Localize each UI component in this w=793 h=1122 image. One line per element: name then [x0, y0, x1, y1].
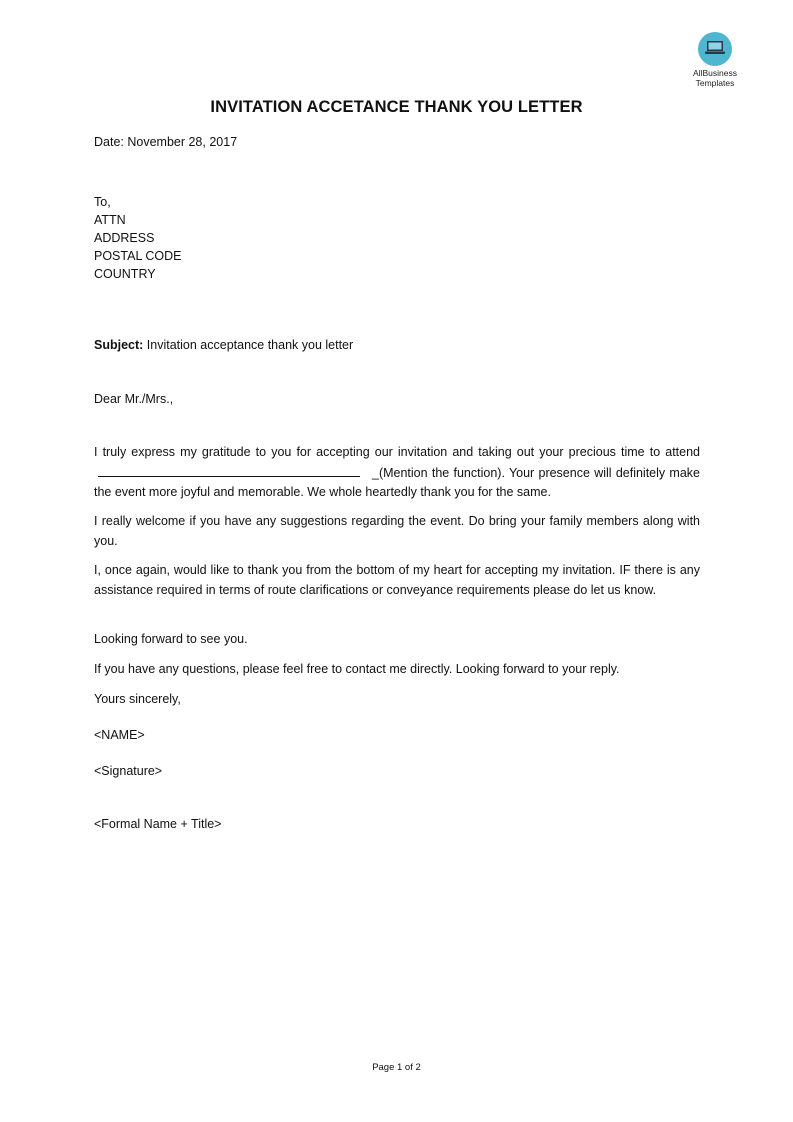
- letter-date: Date: November 28, 2017: [94, 135, 238, 149]
- address-line: ADDRESS: [94, 231, 155, 245]
- body-paragraph-5: If you have any questions, please feel free to contact me directly. Looking forward to your reply.: [94, 662, 620, 676]
- signature: <Signature>: [94, 764, 163, 778]
- salutation: Dear Mr./Mrs.,: [94, 392, 174, 406]
- body-paragraph-3: I, once again, would like to thank you from the bottom of my heart for accepting my invitation. IF there is any assistance required in terms of route clarifications or conveyance requirements please do let us know.: [94, 563, 700, 597]
- formal-name-title: <Formal Name + Title>: [94, 817, 222, 831]
- body-paragraph-4: Looking forward to see you.: [94, 632, 248, 646]
- page-number: Page 1 of 2: [372, 1062, 421, 1073]
- body-paragraph-1: [94, 443, 700, 503]
- subject-line: [94, 336, 353, 354]
- address-postal-code: POSTAL CODE: [94, 249, 182, 263]
- subject-text: Invitation acceptance thank you letter: [143, 338, 354, 352]
- address-to: To,: [94, 195, 111, 209]
- logo-text: [676, 68, 754, 88]
- letter-title: INVITATION ACCETANCE THANK YOU LETTER: [210, 98, 583, 116]
- allbusiness-logo[interactable]: [676, 32, 754, 88]
- function-blank-line: [98, 463, 360, 477]
- sender-name: <NAME>: [94, 728, 145, 742]
- logo-line-2: Templates: [695, 78, 735, 88]
- body-paragraph-2: I really welcome if you have any suggestions regarding the event. Do bring your family members along with you.: [94, 514, 700, 548]
- closing: Yours sincerely,: [94, 692, 181, 706]
- paragraph-1-end: _(Mention the function). Your presence will definitely make the event more joyful and memorable. We whole heartedly thank you for the same.: [94, 465, 700, 499]
- address-attn: ATTN: [94, 213, 126, 227]
- paragraph-1-start: I truly express my gratitude to you for accepting our invitation and taking out your precious time to attend: [94, 445, 700, 459]
- subject-label: Subject:: [94, 338, 144, 352]
- logo-line-1: AllBusiness: [693, 68, 737, 78]
- laptop-icon: [698, 32, 732, 66]
- address-country: COUNTRY: [94, 267, 156, 281]
